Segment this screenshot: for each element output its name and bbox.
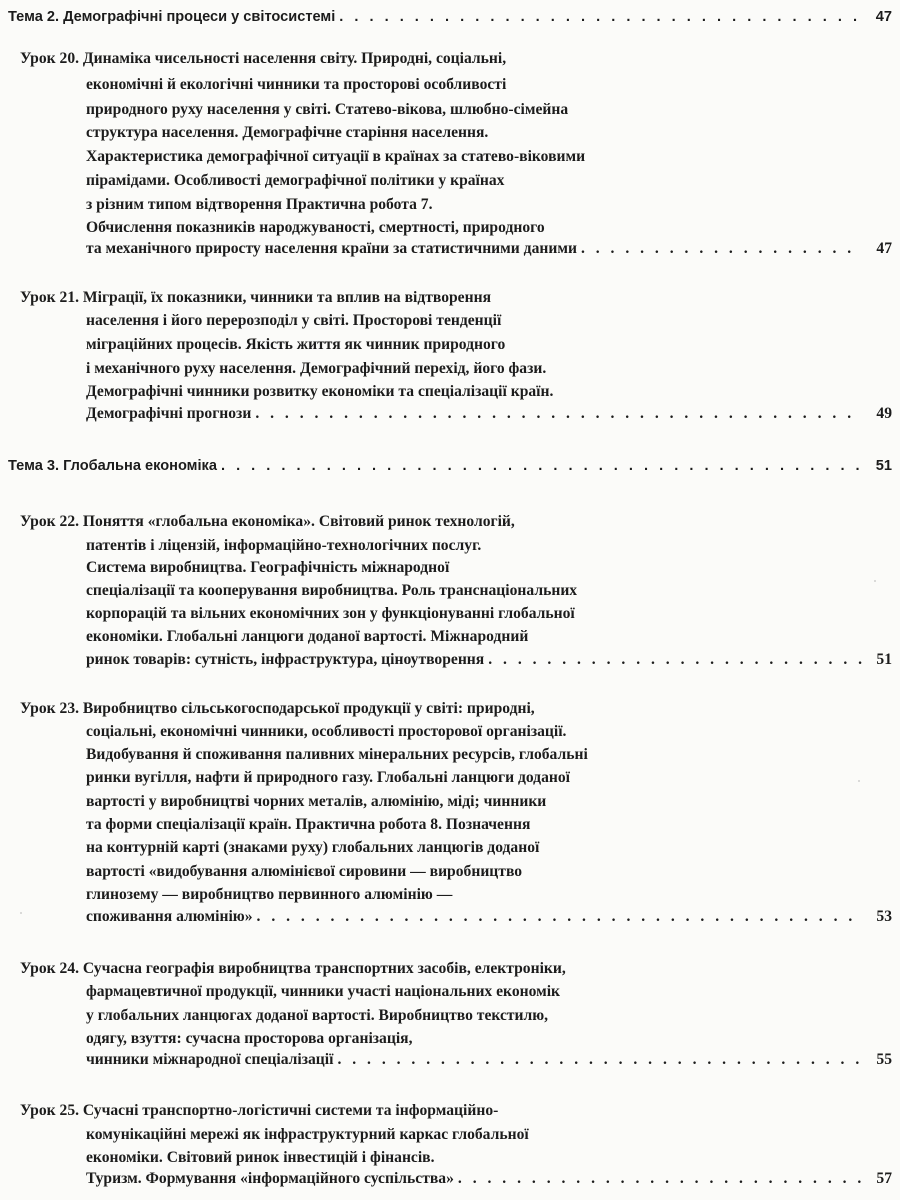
lesson-line: спеціалізації та кооперування виробництва. Роль транснаціональних	[86, 582, 578, 599]
lesson-line: фармацевтичної продукції, чинники участі національних економік	[86, 983, 561, 1000]
lesson-line: комунікаційні мережі як інфраструктурний каркас глобальної	[86, 1126, 529, 1143]
page-number: 53	[876, 908, 892, 925]
lesson-last-line	[86, 1168, 892, 1190]
lesson-line: економіки. Глобальні ланцюги доданої вартості. Міжнародний	[86, 628, 529, 645]
leader-dots	[221, 455, 862, 477]
lesson-line: Характеристика демографічної ситуації в країнах за статево-віковими	[86, 148, 586, 165]
lesson-line: ринки вугілля, нафти й природного газу. Глобальні ланцюги доданої	[86, 769, 570, 786]
lesson-line: вартості у виробництві чорних металів, алюмінію, міді; чинники	[86, 793, 547, 810]
lesson-line: соціальні, економічні чинники, особливості просторової організації.	[86, 723, 567, 740]
lesson-line: глинозему — виробництво первинного алюмінію —	[86, 886, 453, 903]
lesson-line: Урок 20. Динаміка чисельності населення світу. Природні, соціальні,	[20, 50, 507, 67]
lesson-line: Урок 24. Сучасна географія виробництва транспортних засобів, електроніки,	[20, 960, 566, 977]
lesson-last-line	[86, 1049, 892, 1071]
lesson-line: міграційних процесів. Якість життя як чинник природного	[86, 336, 506, 353]
leader-dots	[337, 1049, 862, 1071]
leader-dots	[255, 403, 862, 425]
lesson-line: та механічного приросту населення країни за статистичними даними	[86, 240, 577, 257]
leader-dots	[458, 1168, 862, 1190]
page-number: 47	[875, 9, 892, 25]
lesson-line: Видобування й споживання паливних мінеральних ресурсів, глобальні	[86, 746, 588, 763]
topic-title: Тема 2. Демографічні процеси у світосистемі	[8, 9, 336, 25]
lesson-line: споживання алюмінію»	[86, 908, 253, 925]
lesson-line: і механічного руху населення. Демографічний перехід, його фази.	[86, 360, 547, 377]
lesson-line: економічні й екологічні чинники та просторові особливості	[86, 76, 507, 93]
lesson-line: Система виробництва. Географічність міжнародної	[86, 559, 450, 576]
lesson-line: Урок 22. Поняття «глобальна економіка». Світовий ринок технологій,	[20, 513, 515, 530]
leader-dots	[339, 6, 862, 28]
topic-title: Тема 3. Глобальна економіка	[8, 458, 217, 474]
scan-speck	[858, 780, 860, 782]
lesson-line: Урок 23. Виробництво сільськогосподарської продукції у світі: природні,	[20, 700, 535, 717]
toc-topic-2	[8, 6, 892, 28]
leader-dots	[257, 906, 862, 928]
leader-dots	[581, 238, 862, 260]
lesson-line: вартості «видобування алюмінієвої сировини — виробництво	[86, 863, 523, 880]
lesson-line: економіки. Світовий ринок інвестицій і фінансів.	[86, 1149, 435, 1166]
page-number: 55	[876, 1051, 892, 1068]
lesson-line: одягу, взуття: сучасна просторова організація,	[86, 1030, 413, 1047]
lesson-last-line	[86, 238, 892, 260]
leader-dots	[488, 649, 862, 671]
lesson-line: Демографічні чинники розвитку економіки та спеціалізації країн.	[86, 383, 554, 400]
page-number: 49	[876, 405, 892, 422]
lesson-last-line	[86, 906, 892, 928]
lesson-line: корпорацій та вільних економічних зон у функціонуванні глобальної	[86, 605, 575, 622]
scan-speck	[20, 912, 22, 914]
page-number: 47	[876, 240, 892, 257]
lesson-line: Демографічні прогнози	[86, 405, 252, 422]
lesson-line: населення і його перерозподіл у світі. Просторові тенденції	[86, 312, 502, 329]
toc-topic-3	[8, 455, 892, 477]
page-number: 51	[875, 458, 892, 474]
lesson-line: у глобальних ланцюгах доданої вартості. Виробництво текстилю,	[86, 1007, 549, 1024]
lesson-line: та форми спеціалізації країн. Практична робота 8. Позначення	[86, 816, 531, 833]
lesson-line: ринок товарів: сутність, інфраструктура, ціноутворення	[86, 651, 485, 668]
lesson-line: на контурній карті (знаками руху) глобальних ланцюгів доданої	[86, 839, 540, 856]
lesson-line: чинники міжнародної спеціалізації	[86, 1051, 334, 1068]
page-number: 51	[876, 651, 892, 668]
lesson-last-line	[86, 403, 892, 425]
lesson-line: Туризм. Формування «інформаційного суспільства»	[86, 1170, 454, 1187]
page-number: 57	[876, 1170, 892, 1187]
lesson-line: патентів і ліцензій, інформаційно-технологічних послуг.	[86, 537, 482, 554]
lesson-line: Урок 21. Міграції, їх показники, чинники та вплив на відтворення	[20, 289, 492, 306]
lesson-line: Урок 25. Сучасні транспортно-логістичні системи та інформаційно-	[20, 1102, 499, 1119]
lesson-line: природного руху населення у світі. Статево-вікова, шлюбно-сімейна	[86, 101, 569, 118]
lesson-line: пірамідами. Особливості демографічної політики у країнах	[86, 172, 505, 189]
lesson-last-line	[86, 649, 892, 671]
scan-speck	[874, 580, 876, 582]
lesson-line: з різним типом відтворення Практична робота 7.	[86, 196, 433, 213]
lesson-line: структура населення. Демографічне старіння населення.	[86, 124, 489, 141]
lesson-line: Обчислення показників народжуваності, смертності, природного	[86, 219, 545, 236]
